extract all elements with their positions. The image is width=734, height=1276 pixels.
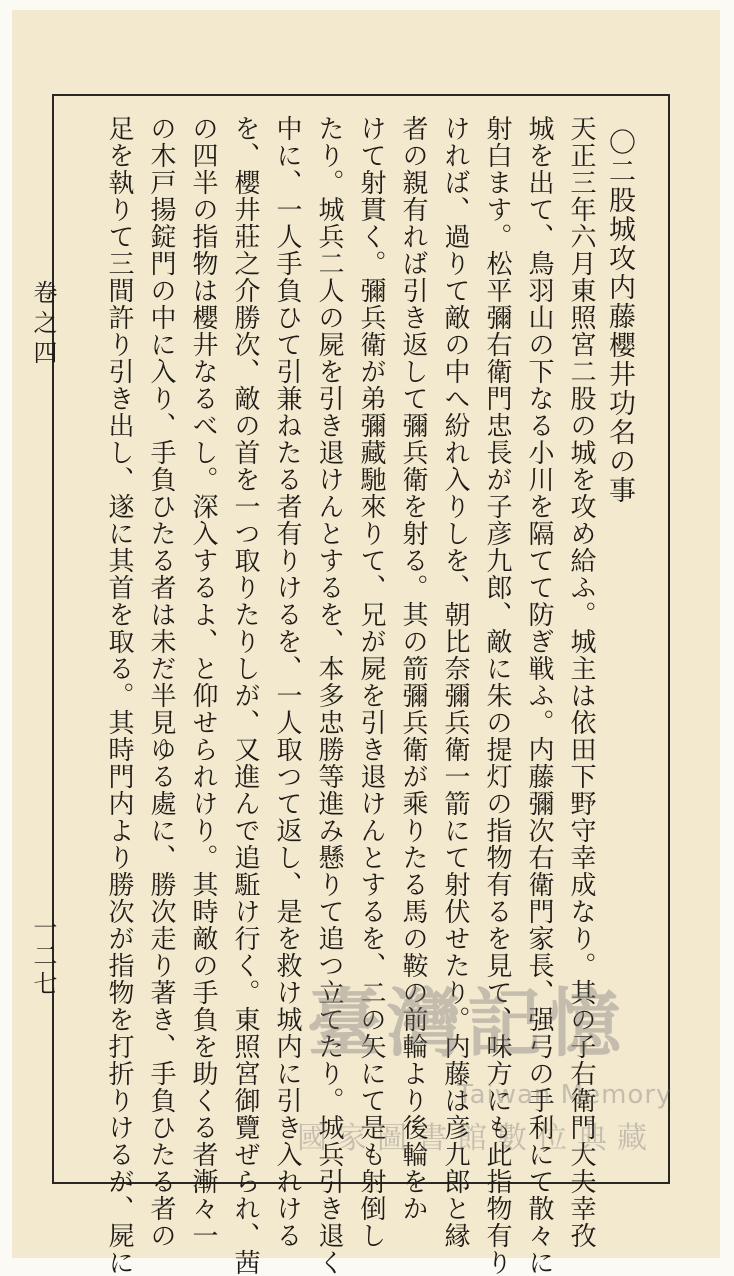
watermark-english: Taiwan Memory xyxy=(457,1080,673,1110)
text-line-8: 中に、一人手負ひて引兼ねたる者有りけるを、一人取つて返し、是を救け城内に引き入れける xyxy=(272,115,302,1249)
watermark-main: 臺灣記憶 xyxy=(307,981,627,1067)
text-line-2: 城を出て、鳥羽山の下なる小川を隔てて防ぎ戦ふ。内藤彌次右衛門家長、强弓の手利にて散々に xyxy=(524,115,554,1276)
text-line-5: 者の親有れば引き返して彌兵衛を射る。其の箭彌兵衛が乘りたる馬の鞍の前輪より後輪をか xyxy=(398,115,428,1222)
watermark-sub: 國家圖書館數位典藏 xyxy=(297,1121,657,1156)
text-line-3: 射白ます。松平彌右衛門忠長が子彦九郎、敵に朱の提灯の指物有るを見て、味方にも此指物有り xyxy=(482,115,512,1276)
volume-label: 卷之四 xyxy=(29,280,57,370)
text-line-11: の木戸揚錠門の中に入り、手負ひたる者は未だ半見ゆる處に、勝次走り著き、手負ひたる者の xyxy=(146,115,176,1249)
text-line-12: 足を執りて三間許り引き出し、遂に其首を取る。其時門内より勝次が指物を打折りけるが、屍に xyxy=(104,115,134,1276)
text-line-7: たり。城兵二人の屍を引き退けんとするを、本多忠勝等進み懸りて追つ立てたり。城兵引き退く xyxy=(314,115,344,1276)
book-page xyxy=(12,10,720,1276)
page-number: 一二七 xyxy=(29,915,57,999)
text-line-1: 天正三年六月東照宮二股の城を攻め給ふ。城主は依田下野守幸成なり。其の子右衛門大夫幸孜 xyxy=(566,115,596,1249)
text-line-4: ければ、過りて敵の中へ紛れ入りしを、朝比奈彌兵衛一箭にて射伏せたり。内藤は彦九郎と縁 xyxy=(440,115,470,1249)
text-line-10: の四半の指物は櫻井なるべし。深入するよ、と仰せられけり。其時敵の手負を助くる者漸々一 xyxy=(188,115,218,1249)
article-title: 〇二股城攻内藤櫻井功名の事 xyxy=(604,128,635,505)
text-line-6: けて射貫く。彌兵衛が弟彌藏馳來りて、兄が屍を引き退けんとするを、二の矢にて是も射倒し xyxy=(356,115,386,1249)
text-line-9: を、櫻井莊之介勝次、敵の首を一つ取りたりしが、又進んで追駈け行く。東照宮御覽ぜられ、茜 xyxy=(230,115,260,1276)
